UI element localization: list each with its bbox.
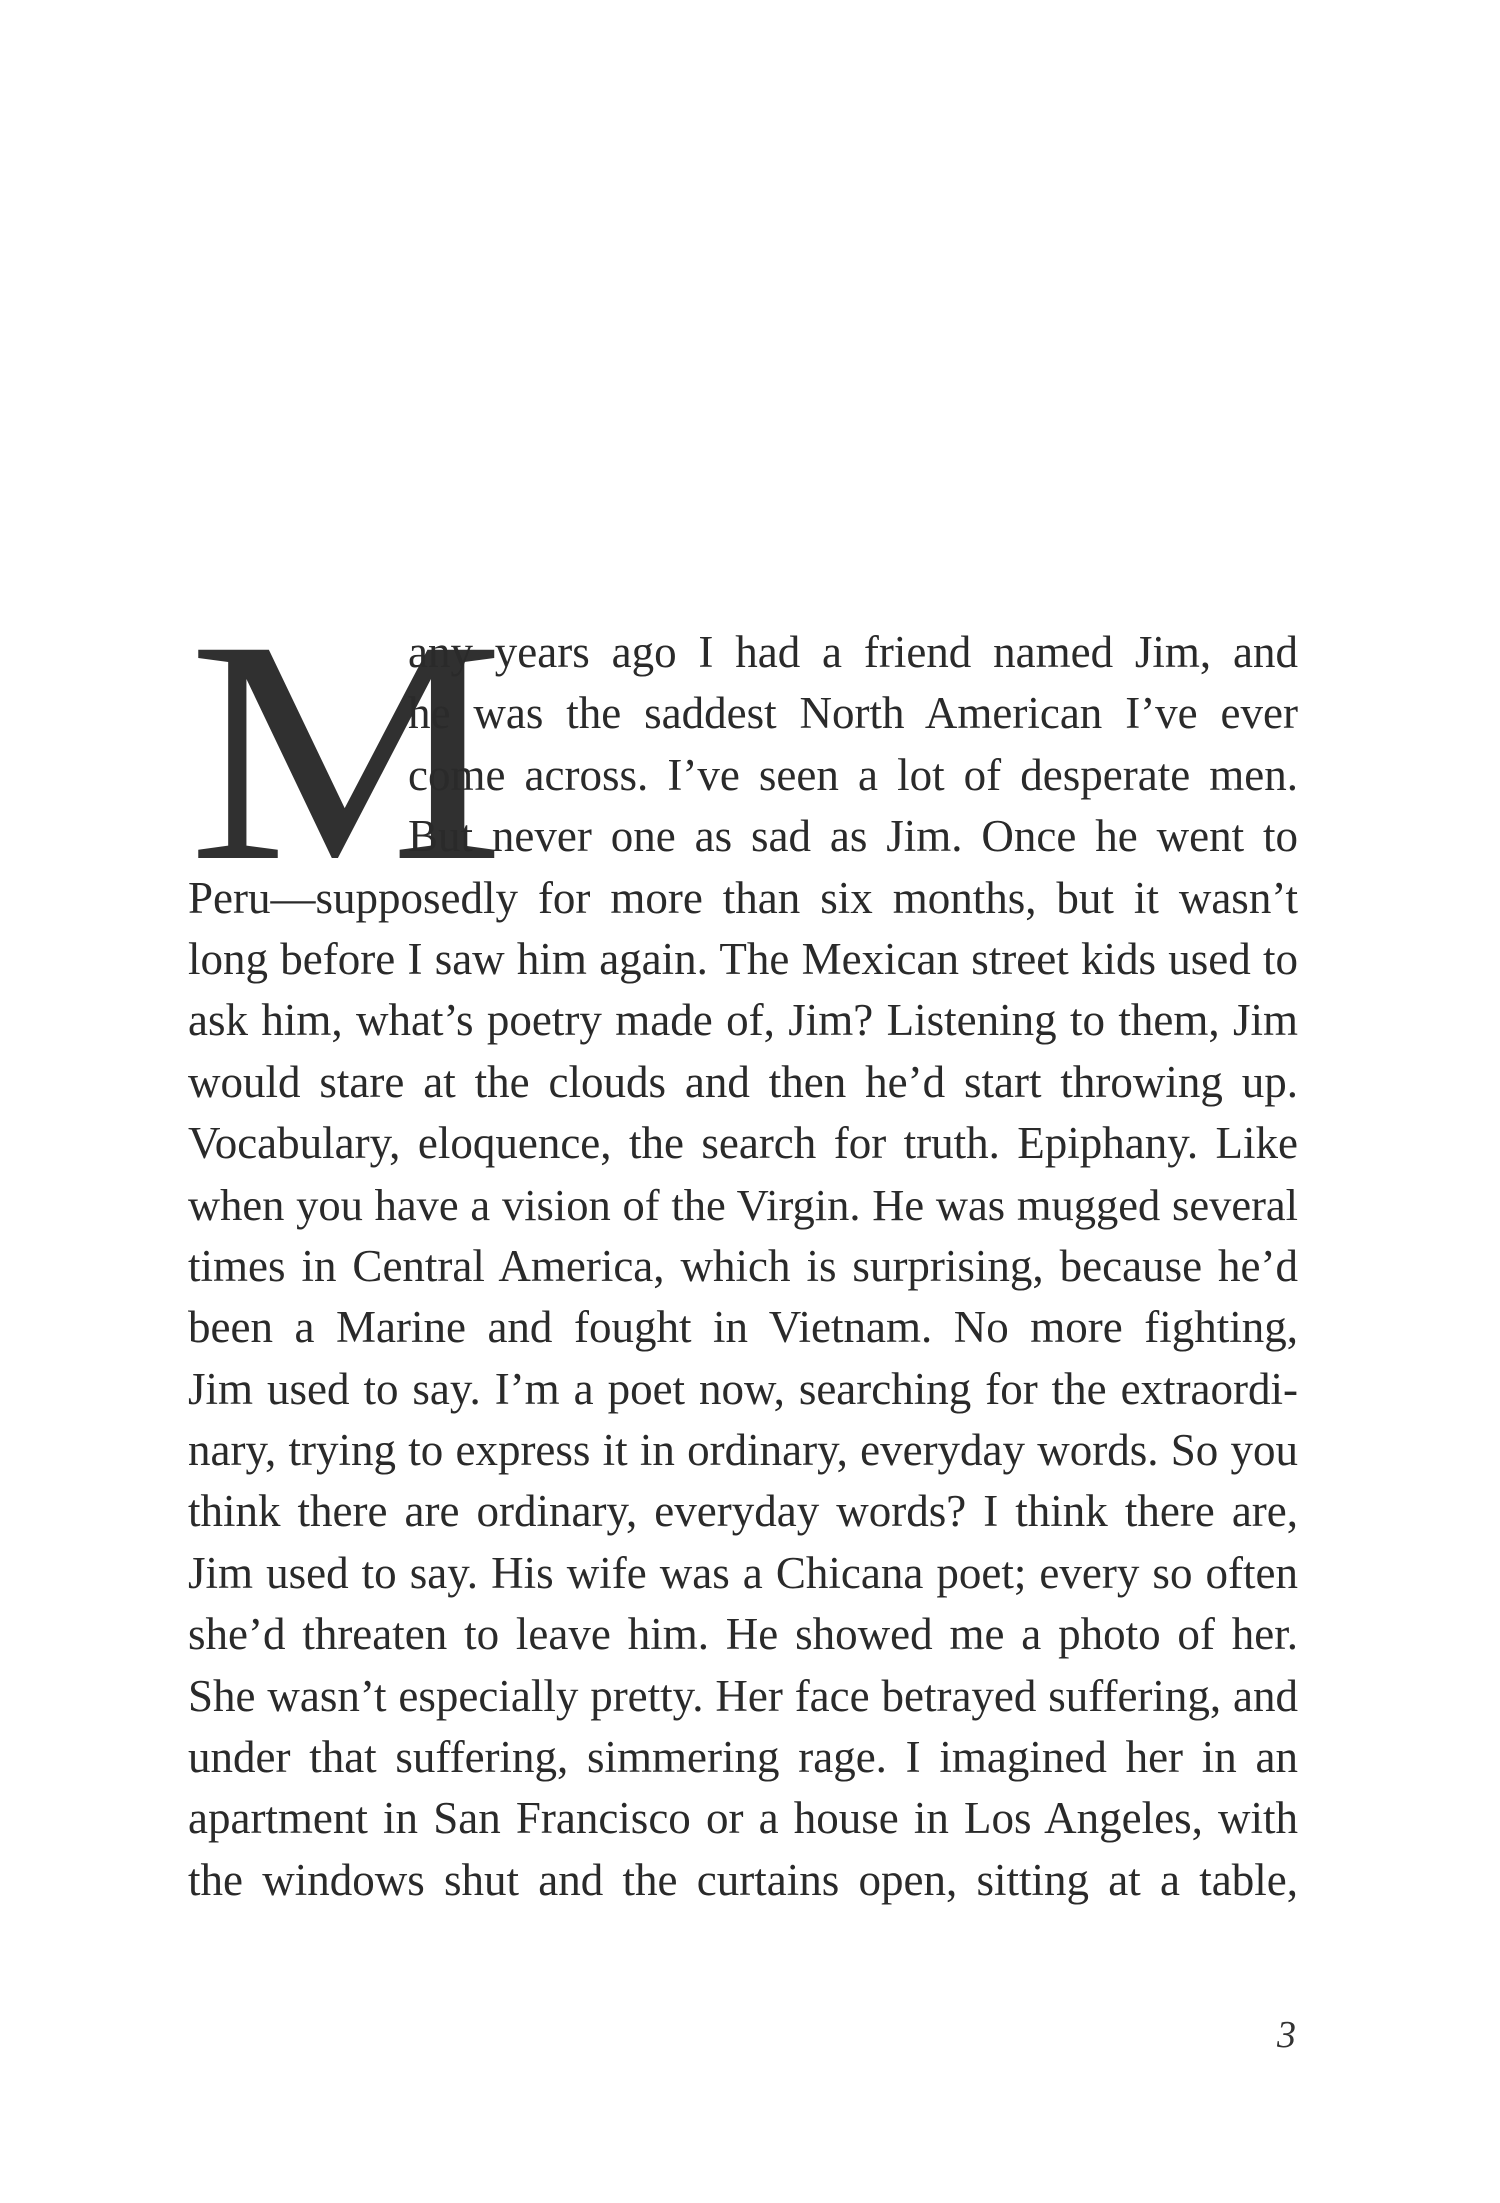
text-line: Jim used to say. I’m a poet now, searching for the extraordi- <box>188 1363 1298 1414</box>
text-line: But never one as sad as Jim. Once he went to <box>408 811 1298 862</box>
text-line: Jim used to say. His wife was a Chicana poet; every so often <box>188 1547 1298 1598</box>
drop-cap-letter: M <box>188 575 498 927</box>
text-line: ask him, what’s poetry made of, Jim? Listening to them, Jim <box>188 995 1298 1046</box>
text-line: long before I saw him again. The Mexican street kids used to <box>188 933 1298 984</box>
body-paragraph <box>188 575 1298 1911</box>
text-line: would stare at the clouds and then he’d start throwing up. <box>188 1056 1298 1107</box>
text-line: apartment in San Francisco or a house in Los Angeles, with <box>188 1793 1298 1844</box>
text-line: she’d threaten to leave him. He showed me a photo of her. <box>188 1609 1298 1660</box>
text-line: he was the saddest North American I’ve ever <box>408 688 1298 739</box>
text-line: the windows shut and the curtains open, sitting at a table, <box>188 1854 1298 1905</box>
page-number: 3 <box>1277 2014 1296 2056</box>
text-line: come across. I’ve seen a lot of desperate men. <box>408 749 1298 800</box>
text-line: when you have a vision of the Virgin. He was mugged several <box>188 1179 1298 1230</box>
text-line: under that suffering, simmering rage. I imagined her in an <box>188 1732 1298 1783</box>
text-line: been a Marine and fought in Vietnam. No more fighting, <box>188 1302 1298 1353</box>
text-line: think there are ordinary, everyday words? I think there are, <box>188 1486 1298 1537</box>
text-line: Peru—supposedly for more than six months, but it wasn’t <box>188 872 1298 923</box>
text-line: She wasn’t especially pretty. Her face betrayed suffering, and <box>188 1670 1298 1721</box>
text-line: nary, trying to express it in ordinary, everyday words. So you <box>188 1425 1298 1476</box>
text-line: any years ago I had a friend named Jim, and <box>408 627 1298 677</box>
text-line: Vocabulary, eloquence, the search for truth. Epiphany. Like <box>188 1118 1298 1169</box>
text-line: times in Central America, which is surprising, because he’d <box>188 1240 1298 1291</box>
